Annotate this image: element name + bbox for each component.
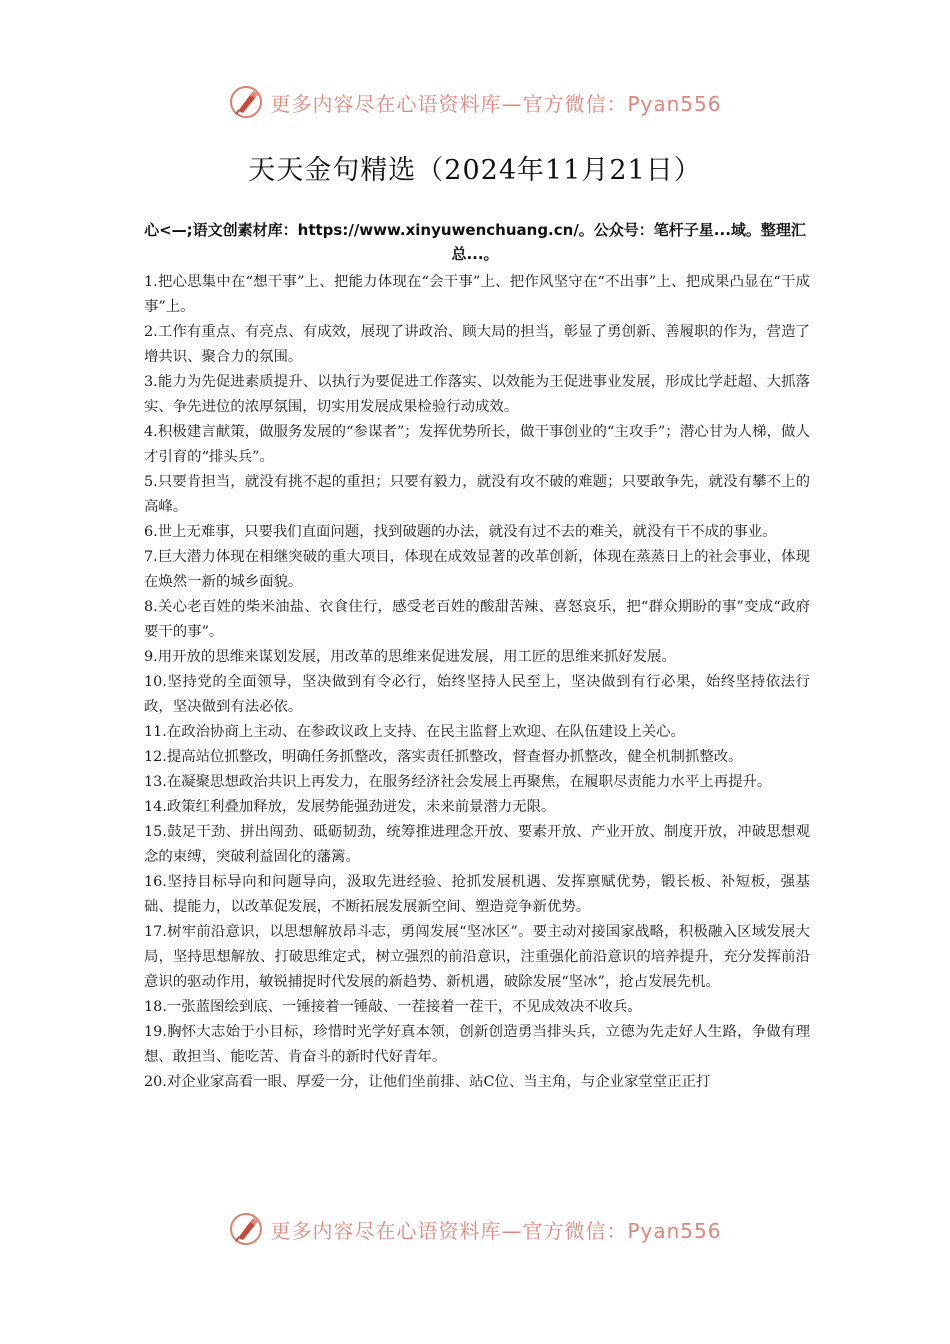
pen-nib-icon bbox=[228, 1211, 264, 1247]
list-item: 1.把心思集中在“想干事”上、把能力体现在“会干事”上、把作风坚守在“不出事”上、把成果凸显在“干成事”上。 bbox=[144, 274, 810, 315]
list-item: 12.提高站位抓整改，明确任务抓整改，落实责任抓整改，督查督办抓整改，健全机制抓整改。 bbox=[144, 749, 743, 765]
list-item: 8.关心老百姓的柴米油盐、衣食住行，感受老百姓的酸甜苦辣、喜怒哀乐，把“群众期盼的事”变成“政府要干的事”。 bbox=[144, 599, 810, 640]
list-item: 5.只要肯担当，就没有挑不起的重担；只要有毅力，就没有攻不破的难题；只要敢争先，就没有攀不上的高峰。 bbox=[144, 474, 810, 515]
banner-text: 更多内容尽在心语资料库—官方微信：Pyan556 bbox=[270, 1218, 722, 1243]
banner-text: 更多内容尽在心语资料库—官方微信：Pyan556 bbox=[270, 91, 722, 116]
list-item: 17.树牢前沿意识，以思想解放昂斗志，勇闯发展“坚冰区”。要主动对接国家战略，积极融入区域发展大局，坚持思想解放、打破思维定式，树立强烈的前沿意识，注重强化前沿意识的培养提升，充分发挥前沿意识的驱动作用，敏锐捕捉时代发展的新趋势、新机遇，破除发展“坚冰”，抢占发展先机。 bbox=[144, 924, 810, 990]
list-item: 19.胸怀大志始于小目标，珍惜时光学好真本领，创新创造勇当排头兵，立德为先走好人生路，争做有理想、敢担当、能吃苦、肯奋斗的新时代好青年。 bbox=[144, 1024, 810, 1065]
list-item: 6.世上无难事，只要我们直面问题，找到破题的办法，就没有过不去的难关，就没有干不成的事业。 bbox=[144, 524, 777, 540]
quote-list bbox=[144, 270, 810, 1095]
list-item: 2.工作有重点、有亮点、有成效，展现了讲政治、顾大局的担当，彰显了勇创新、善履职的作为，营造了增共识、聚合力的氛围。 bbox=[144, 324, 810, 365]
list-item: 4.积极建言献策，做服务发展的“参谋者”；发挥优势所长，做干事创业的“主攻手”；潜心甘为人梯，做人才引育的“排头兵”。 bbox=[144, 424, 810, 465]
source-note: 心<—;语文创素材库：https://www.xinyuwenchuang.cn/。公众号：笔杆子星...域。整理汇总...。 bbox=[144, 221, 806, 263]
list-item: 18.一张蓝图绘到底、一锤接着一锤敲、一茬接着一茬干，不见成效决不收兵。 bbox=[144, 999, 642, 1015]
list-item: 20.对企业家高看一眼、厚爱一分，让他们坐前排、站C位、当主角，与企业家堂堂正正打 bbox=[144, 1074, 711, 1090]
list-item: 3.能力为先促进素质提升、以执行为要促进工作落实、以效能为王促进事业发展，形成比学赶超、大抓落实、争先进位的浓厚氛围，切实用发展成果检验行动成效。 bbox=[144, 374, 810, 415]
page-title: 天天金句精选（2024年11月21日） bbox=[248, 155, 702, 186]
list-item: 16.坚持目标导向和问题导向，汲取先进经验、抢抓发展机遇、发挥禀赋优势，锻长板、补短板，强基础、提能力，以改革促发展，不断拓展发展新空间、塑造竞争新优势。 bbox=[144, 874, 810, 915]
pen-nib-icon bbox=[228, 84, 264, 120]
list-item: 10.坚持党的全面领导，坚决做到有令必行，始终坚持人民至上，坚决做到有行必果，始终坚持依法行政，坚决做到有法必依。 bbox=[144, 674, 810, 715]
list-item: 13.在凝聚思想政治共识上再发力，在服务经济社会发展上再聚焦，在履职尽责能力水平上再提升。 bbox=[144, 774, 772, 790]
list-item: 14.政策红利叠加释放，发展势能强劲迸发，未来前景潜力无限。 bbox=[144, 799, 556, 815]
list-item: 9.用开放的思维来谋划发展，用改革的思维来促进发展，用工匠的思维来抓好发展。 bbox=[144, 649, 676, 665]
list-item: 15.鼓足干劲、拼出闯劲、砥砺韧劲，统筹推进理念开放、要素开放、产业开放、制度开放，冲破思想观念的束缚，突破利益固化的藩篱。 bbox=[144, 824, 810, 865]
header-banner bbox=[0, 80, 950, 124]
list-item: 11.在政治协商上主动、在参政议政上支持、在民主监督上欢迎、在队伍建设上关心。 bbox=[144, 724, 685, 740]
list-item: 7.巨大潜力体现在相继突破的重大项目，体现在成效显著的改革创新，体现在蒸蒸日上的社会事业，体现在焕然一新的城乡面貌。 bbox=[144, 549, 810, 590]
footer-banner bbox=[0, 1207, 950, 1251]
